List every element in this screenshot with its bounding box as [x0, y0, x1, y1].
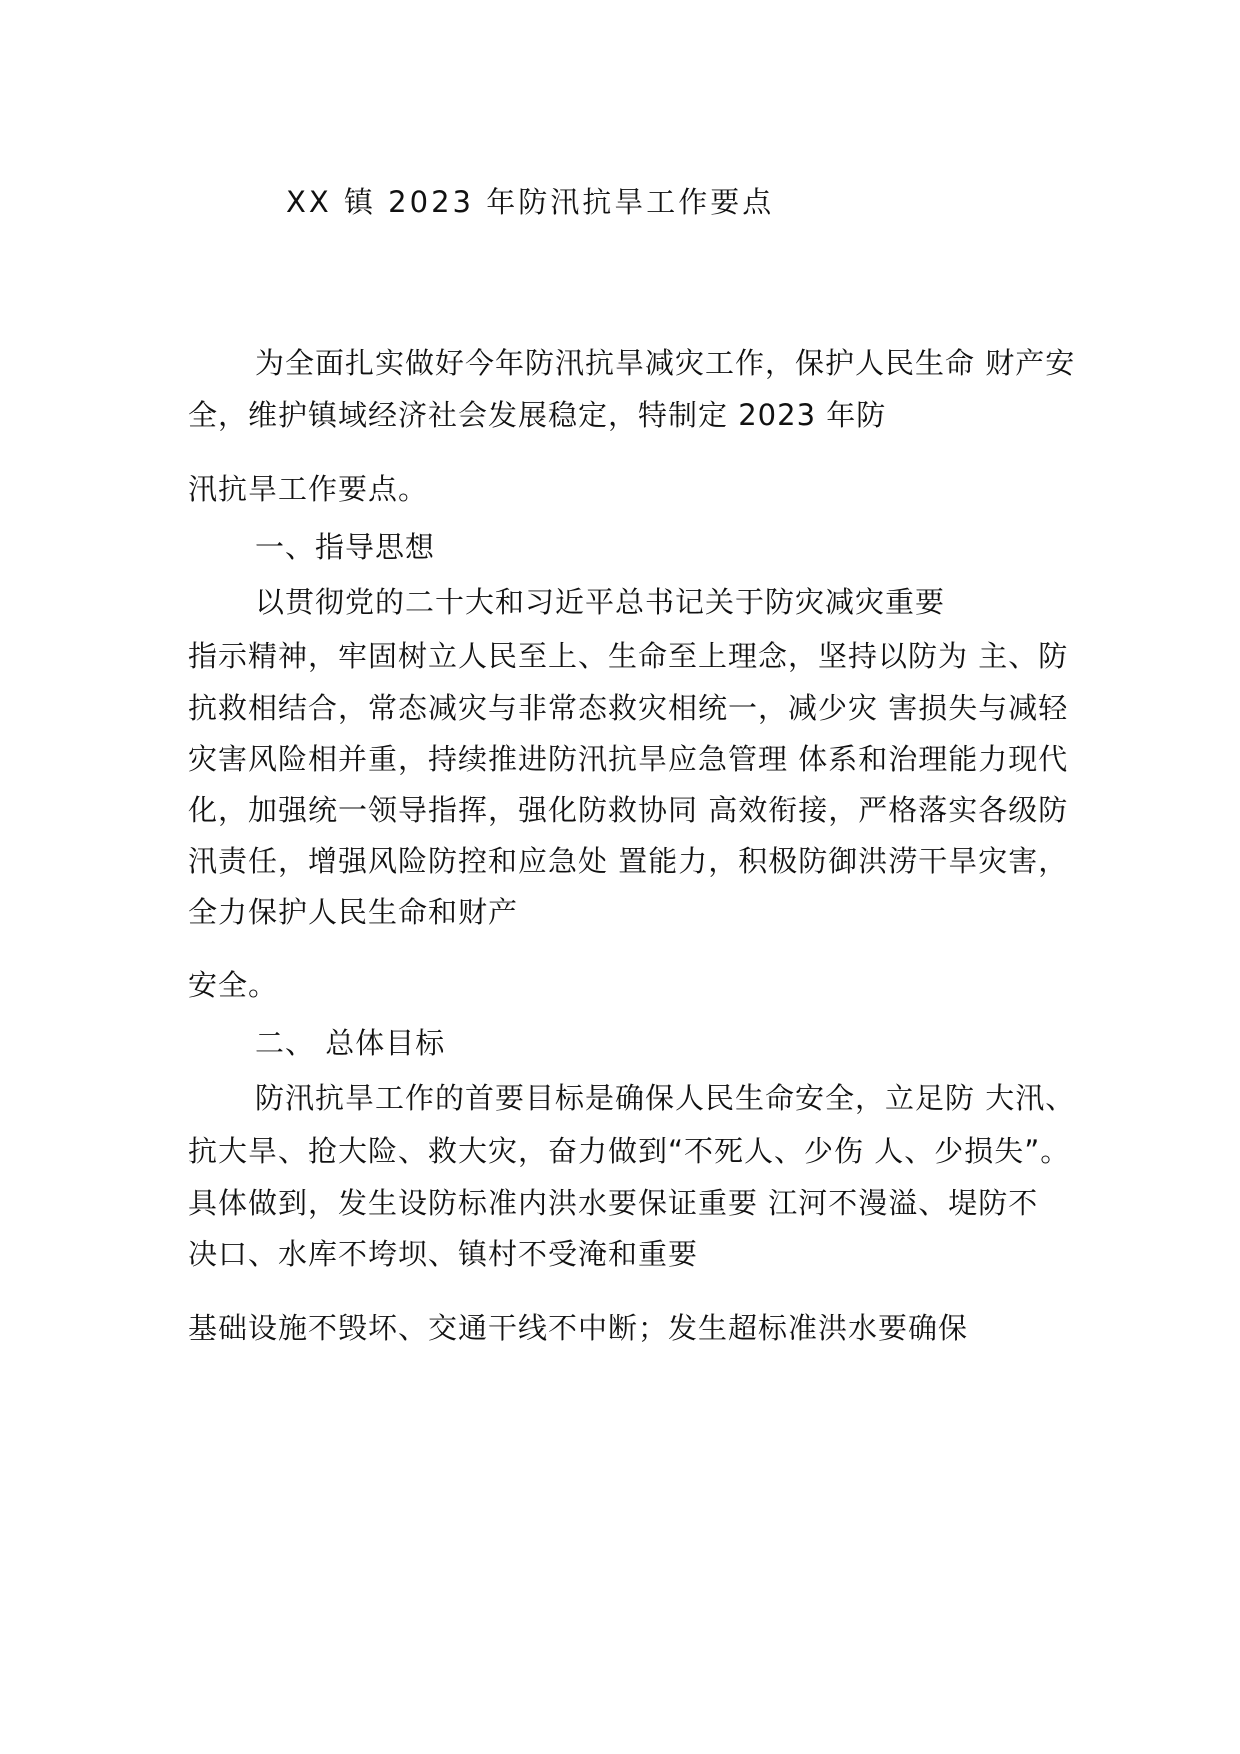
- paragraph-line: 具体做到，发生设防标准内洪水要保证重要 江河不漫溢、堤防不: [188, 1186, 1039, 1220]
- paragraph-line: 为全面扎实做好今年防汛抗旱减灾工作，保护人民生命 财产安: [255, 346, 1076, 380]
- paragraph-line: 决口、水库不垮坝、镇村不受淹和重要: [188, 1237, 699, 1271]
- paragraph-line: 以贯彻党的二十大和习近平总书记关于防灾减灾重要: [255, 585, 946, 619]
- paragraph-line: 化，加强统一领导指挥，强化防救协同 高效衔接，严格落实各级防: [188, 793, 1069, 827]
- paragraph-line: 指示精神，牢固树立人民至上、生命至上理念，坚持以防为 主、防: [188, 639, 1069, 673]
- paragraph-line: 灾害风险相并重，持续推进防汛抗旱应急管理 体系和治理能力现代: [188, 742, 1069, 776]
- paragraph-line: 安全。: [188, 968, 279, 1002]
- paragraph-line: 全，维护镇域经济社会发展稳定，特制定 2023 年防: [188, 398, 887, 432]
- paragraph-line: 基础设施不毁坏、交通干线不中断；发生超标准洪水要确保: [188, 1311, 969, 1345]
- paragraph-line: 汛抗旱工作要点。: [188, 472, 429, 506]
- section-heading: 二、 总体目标: [255, 1026, 446, 1060]
- paragraph-line: 抗救相结合，常态减灾与非常态救灾相统一，减少灾 害损失与减轻: [188, 691, 1069, 725]
- paragraph-line: 防汛抗旱工作的首要目标是确保人民生命安全，立足防 大汛、: [255, 1081, 1076, 1115]
- paragraph-line: 汛责任，增强风险防控和应急处 置能力，积极防御洪涝干旱灾害，: [188, 844, 1069, 878]
- document-title: XX 镇 2023 年防汛抗旱工作要点: [286, 185, 775, 219]
- section-heading: 一、指导思想: [255, 530, 436, 564]
- paragraph-line: 全力保护人民生命和财产: [188, 895, 519, 929]
- paragraph-line: 抗大旱、抢大险、救大灾，奋力做到“不死人、少伤 人、少损失”。: [188, 1134, 1071, 1168]
